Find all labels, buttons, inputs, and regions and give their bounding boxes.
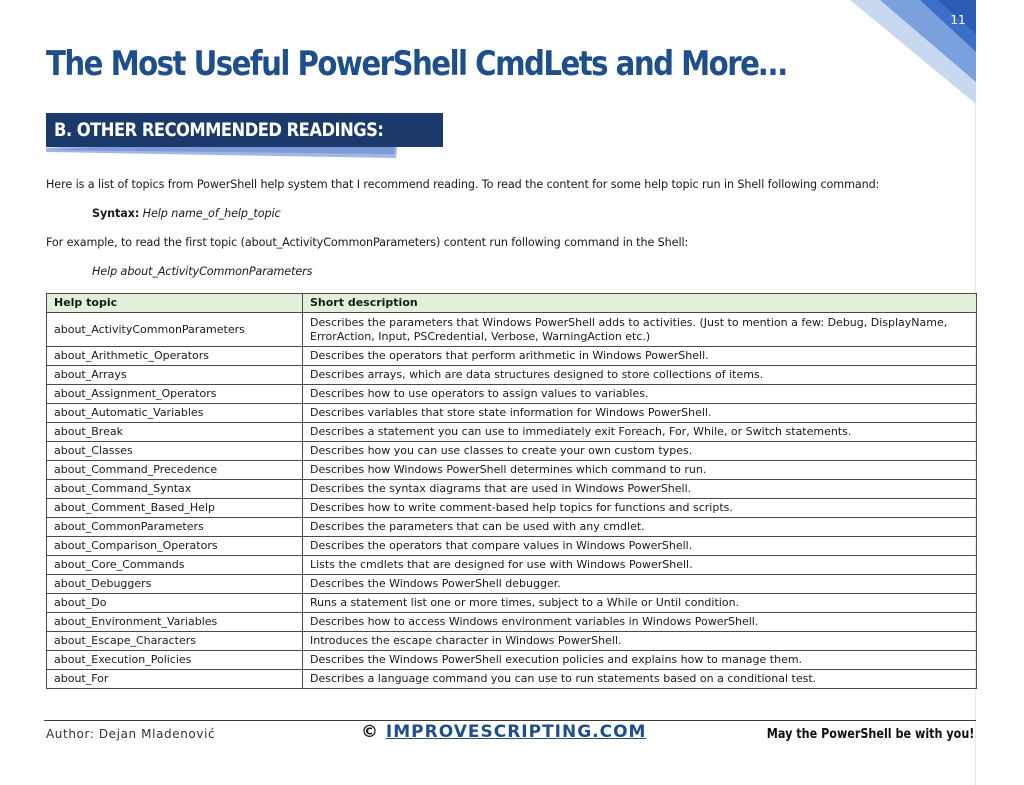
help-topic-cell: about_Break: [47, 423, 303, 442]
help-topic-cell: about_Debuggers: [47, 575, 303, 594]
help-topic-cell: about_ActivityCommonParameters: [47, 313, 303, 347]
section-heading-text: B. OTHER RECOMMENDED READINGS:: [54, 119, 384, 141]
description-cell: Describes a language command you can use to run statements based on a conditional test.: [303, 670, 977, 689]
table-row: [47, 442, 977, 461]
page-number: 11: [950, 13, 966, 27]
help-topic-cell: about_Automatic_Variables: [47, 404, 303, 423]
help-topic-cell: about_Command_Precedence: [47, 461, 303, 480]
description-cell: Introduces the escape character in Windows PowerShell.: [303, 632, 977, 651]
intro-paragraph: Here is a list of topics from PowerShell help system that I recommend reading. To read the content for some help topic run in Shell following command:: [46, 178, 880, 191]
table-row: [47, 499, 977, 518]
site-link[interactable]: IMPROVESCRIPTING.COM: [385, 722, 647, 742]
help-topic-cell: about_Escape_Characters: [47, 632, 303, 651]
description-cell: Describes arrays, which are data structures designed to store collections of items.: [303, 366, 977, 385]
footer-site: [361, 722, 646, 742]
section-heading: [46, 113, 443, 147]
syntax-label: Syntax:: [92, 207, 140, 220]
column-header-short-description: Short description: [303, 294, 977, 313]
footer-divider: [44, 720, 976, 721]
table-row: [47, 313, 977, 347]
syntax-value: Help name_of_help_topic: [142, 207, 281, 220]
description-cell: Runs a statement list one or more times, subject to a While or Until condition.: [303, 594, 977, 613]
table-row: [47, 461, 977, 480]
help-topic-cell: about_Do: [47, 594, 303, 613]
description-cell: Describes the Windows PowerShell debugger.: [303, 575, 977, 594]
table-row: [47, 385, 977, 404]
description-cell: Describes the Windows PowerShell execution policies and explains how to manage them.: [303, 651, 977, 670]
table-row: [47, 632, 977, 651]
syntax-line: [92, 207, 281, 220]
example-paragraph: For example, to read the first topic (about_ActivityCommonParameters) content run following command in the Shell:: [46, 236, 689, 249]
table-row: [47, 670, 977, 689]
table-row: [47, 651, 977, 670]
description-cell: Describes how to use operators to assign values to variables.: [303, 385, 977, 404]
help-topic-cell: about_Command_Syntax: [47, 480, 303, 499]
table-row: [47, 404, 977, 423]
help-topic-cell: about_Classes: [47, 442, 303, 461]
description-cell: Describes a statement you can use to immediately exit Foreach, For, While, or Switch statements.: [303, 423, 977, 442]
table-row: [47, 480, 977, 499]
help-topic-cell: about_For: [47, 670, 303, 689]
description-cell: Describes how Windows PowerShell determines which command to run.: [303, 461, 977, 480]
description-cell: Describes how to write comment-based help topics for functions and scripts.: [303, 499, 977, 518]
description-cell: Describes variables that store state information for Windows PowerShell.: [303, 404, 977, 423]
help-topic-cell: about_Assignment_Operators: [47, 385, 303, 404]
description-cell: Describes the operators that compare values in Windows PowerShell.: [303, 537, 977, 556]
document-title: The Most Useful PowerShell CmdLets and More…: [46, 44, 787, 84]
table-header-row: [47, 294, 977, 313]
table-row: [47, 518, 977, 537]
table-row: [47, 366, 977, 385]
table-row: [47, 613, 977, 632]
help-topics-table: [46, 293, 977, 689]
table-row: [47, 423, 977, 442]
help-topic-cell: about_Core_Commands: [47, 556, 303, 575]
description-cell: Describes how to access Windows environment variables in Windows PowerShell.: [303, 613, 977, 632]
description-cell: Describes the syntax diagrams that are used in Windows PowerShell.: [303, 480, 977, 499]
footer-tagline: May the PowerShell be with you!: [766, 727, 974, 742]
help-topic-cell: about_Environment_Variables: [47, 613, 303, 632]
example-command: Help about_ActivityCommonParameters: [92, 265, 313, 278]
help-topic-cell: about_Execution_Policies: [47, 651, 303, 670]
help-topic-cell: about_Comment_Based_Help: [47, 499, 303, 518]
table-row: [47, 556, 977, 575]
description-cell: Describes how you can use classes to create your own custom types.: [303, 442, 977, 461]
table-row: [47, 537, 977, 556]
description-cell: Describes the parameters that Windows PowerShell adds to activities. (Just to mention a few: Debug, DisplayName, ErrorAction, Input, PSCredential, Verbose, WarningAction etc.): [303, 313, 977, 347]
description-cell: Describes the operators that perform arithmetic in Windows PowerShell.: [303, 347, 977, 366]
help-topic-cell: about_Arrays: [47, 366, 303, 385]
footer-author: Author: Dejan Mladenović: [46, 727, 216, 741]
help-topic-cell: about_Arithmetic_Operators: [47, 347, 303, 366]
help-topic-cell: about_CommonParameters: [47, 518, 303, 537]
description-cell: Lists the cmdlets that are designed for use with Windows PowerShell.: [303, 556, 977, 575]
table-row: [47, 347, 977, 366]
column-header-help-topic: Help topic: [47, 294, 303, 313]
table-row: [47, 594, 977, 613]
description-cell: Describes the parameters that can be used with any cmdlet.: [303, 518, 977, 537]
copyright-symbol: ©: [361, 722, 379, 742]
table-row: [47, 575, 977, 594]
help-topic-cell: about_Comparison_Operators: [47, 537, 303, 556]
